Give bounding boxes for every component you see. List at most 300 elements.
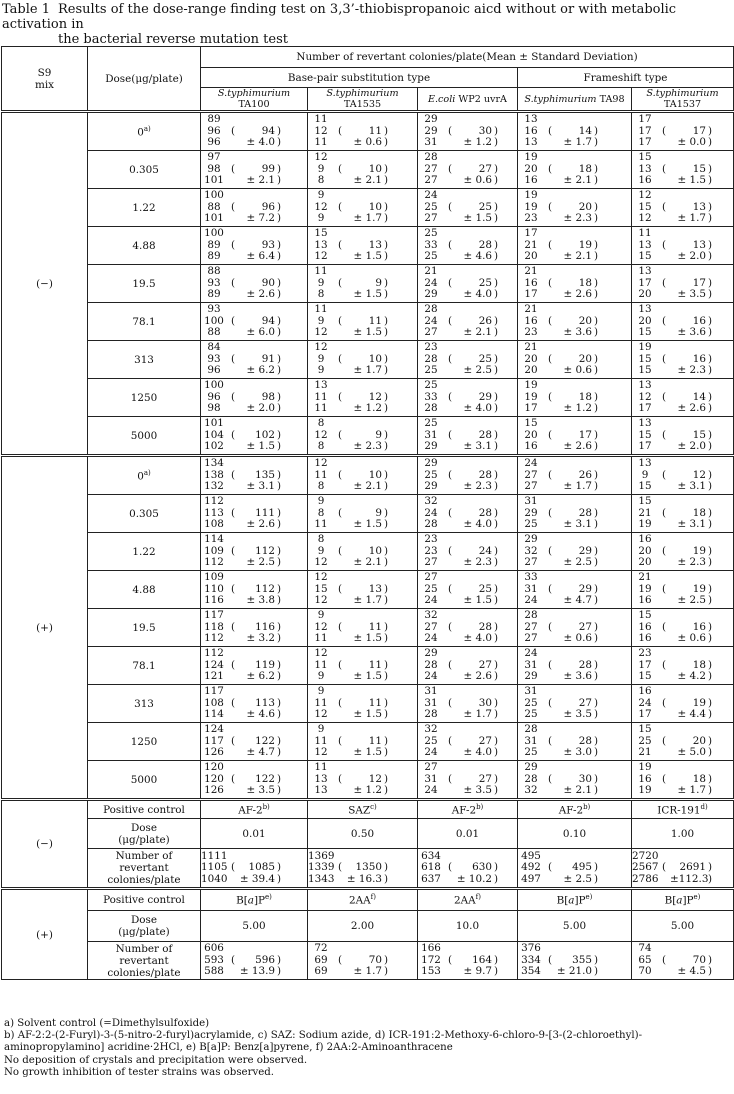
plate-count: 112	[204, 556, 224, 569]
count-cell	[418, 761, 518, 800]
count-line: 112 ± 2.5 )	[201, 557, 307, 568]
dose-value: 5000	[130, 773, 158, 786]
plate-count: 13	[638, 238, 652, 251]
mean-value: 119	[255, 658, 275, 671]
plate-count: 16	[524, 314, 538, 327]
plate-count: 89	[207, 250, 221, 263]
table-row	[2, 761, 734, 800]
count-label-line: Number of	[115, 942, 173, 955]
plate-count: 21	[524, 303, 538, 316]
count-cell	[308, 685, 418, 723]
count-line: 12 ± 1.5 )	[308, 251, 417, 262]
count-line: 29 ± 3.1 )	[418, 441, 517, 452]
count-line: 23 ( 24 )	[418, 546, 517, 557]
plate-count: 13	[638, 265, 652, 278]
plate-count: 101	[204, 174, 224, 187]
dose-value: 4.88	[132, 583, 156, 596]
sd-value: ± 4.5	[677, 965, 706, 978]
plate-count: 28	[524, 772, 538, 785]
plate-count: 29	[424, 480, 438, 493]
count-line: 8 ± 2.1 )	[308, 175, 417, 186]
dose-cell	[88, 189, 201, 227]
mean-value: 9	[375, 428, 382, 441]
count-line: 16 ± 2.5 )	[632, 595, 733, 606]
strain-header	[518, 88, 632, 112]
sd-value: ± 2.1	[463, 326, 492, 339]
count-cell	[418, 151, 518, 189]
plate-count: 89	[207, 288, 221, 301]
mean-value: 18	[578, 276, 592, 289]
plate-count: 96	[207, 124, 221, 137]
table-row	[2, 303, 734, 341]
sd-value: ± 1.5	[463, 594, 492, 607]
count-line: 33 ( 28 )	[418, 240, 517, 251]
count-line: 172 ( 164 )	[418, 955, 517, 966]
plate-count: 28	[424, 151, 438, 164]
count-cell	[632, 942, 734, 980]
count-line: 29 ± 2.3 )	[418, 481, 517, 492]
sd-value: ± 2.3	[353, 440, 382, 453]
plate-count: 12	[314, 571, 328, 584]
dose-cell	[88, 495, 201, 533]
plate-count: 23	[424, 341, 438, 354]
plate-count: 100	[204, 189, 224, 202]
count-line: 16 ± 1.5 )	[632, 175, 733, 186]
sd-value: ± 4.6	[246, 708, 275, 721]
count-line: 19 ( 18 )	[518, 392, 631, 403]
count-line: 31 ± 1.2 )	[418, 137, 517, 148]
count-cell	[632, 495, 734, 533]
count-line: 104 ( 102 )	[201, 430, 307, 441]
plate-count: 11	[314, 761, 328, 774]
sd-value: ± 2.1	[353, 556, 382, 569]
sd-value: ± 1.5	[353, 632, 382, 645]
plate-count: 15	[638, 364, 652, 377]
plate-count: 27	[524, 632, 538, 645]
count-cell	[518, 151, 632, 189]
positive-agent	[632, 800, 734, 819]
plate-count: 114	[204, 708, 224, 721]
sd-value: ± 9.7	[463, 965, 492, 978]
plate-count: 27	[524, 620, 538, 633]
positive-count-row	[2, 942, 734, 980]
count-line: 28 ± 4.0 )	[418, 519, 517, 530]
count-line: 8 ( 9 )	[308, 508, 417, 519]
mean-value: 9	[375, 506, 382, 519]
count-cell	[201, 303, 308, 341]
revertant-header: Number of revertant colonies/plate(Mean ± Standard Deviation)	[201, 47, 734, 68]
count-line: 24 ( 19 )	[632, 698, 733, 709]
count-cell	[418, 265, 518, 303]
mean-value: 2691	[679, 861, 706, 874]
sd-value: ± 1.5	[353, 708, 382, 721]
plate-count: 19	[524, 151, 538, 164]
count-cell	[632, 189, 734, 227]
count-line: 16 ± 2.6 )	[518, 441, 631, 452]
plate-count: 24	[424, 632, 438, 645]
plate-count: 8	[317, 506, 325, 519]
table-row	[2, 685, 734, 723]
plate-count: 618	[421, 861, 441, 874]
positive-agent	[201, 800, 308, 819]
count-line: 11 ( 12 )	[308, 392, 417, 403]
count-line: 24 ± 3.5 )	[418, 785, 517, 796]
mix-header-text: mix	[34, 78, 55, 91]
count-cell	[201, 942, 308, 980]
plate-count: 108	[204, 518, 224, 531]
plate-count: 15	[638, 326, 652, 339]
plate-count: 16	[638, 685, 652, 698]
plate-count: 132	[204, 480, 224, 493]
plate-count: 96	[207, 136, 221, 149]
plate-count: 17	[638, 124, 652, 137]
plate-count: 28	[524, 609, 538, 622]
plate-count: 634	[421, 849, 441, 862]
count-line: 25 ± 4.6 )	[418, 251, 517, 262]
plate-count: 12	[314, 151, 328, 164]
dose-cell	[88, 647, 201, 685]
mean-value: 30	[478, 696, 492, 709]
mean-value: 26	[478, 314, 492, 327]
count-line: 110 ( 112 )	[201, 584, 307, 595]
plate-count: 29	[424, 113, 438, 126]
sd-value: ± 3.1	[246, 480, 275, 493]
plate-count: 25	[424, 379, 438, 392]
count-line: 17 ( 17 )	[632, 126, 733, 137]
count-line: 89 ± 2.6 )	[201, 289, 307, 300]
dose-value: 78.1	[132, 659, 156, 672]
plate-count: 11	[314, 303, 328, 316]
sd-value: ± 2.3	[463, 480, 492, 493]
strain-species: E.coli	[428, 93, 456, 105]
count-line: 25 ( 25 )	[418, 202, 517, 213]
count-line: 32 ( 29 )	[518, 546, 631, 557]
sd-value: ± 2.6	[246, 288, 275, 301]
plate-count: 15	[524, 417, 538, 430]
count-line: 27 ± 2.5 )	[518, 557, 631, 568]
count-line: 15 ± 2.0 )	[632, 251, 733, 262]
count-line: 637 ± 10.2 )	[418, 874, 517, 885]
plate-count: 27	[424, 162, 438, 175]
count-line: 11 ( 11 )	[308, 698, 417, 709]
plate-count: 2567	[632, 861, 659, 874]
count-cell	[308, 151, 418, 189]
plate-count: 20	[524, 250, 538, 263]
plate-count: 88	[207, 200, 221, 213]
count-cell	[418, 227, 518, 265]
strain-name: TA100	[238, 99, 270, 110]
plate-count: 606	[204, 942, 224, 955]
dose-value: 313	[134, 353, 154, 366]
count-line: 15 ± 3.6 )	[632, 327, 733, 338]
sd-value: ± 1.7	[353, 965, 382, 978]
count-line: 497 ± 2.5 )	[518, 874, 631, 885]
plate-count: 11	[638, 227, 652, 240]
count-cell	[308, 112, 418, 151]
count-line: 12 ( 11 )	[308, 622, 417, 633]
plate-count: 15	[638, 151, 652, 164]
count-line: 9 ( 12 )	[632, 470, 733, 481]
sd-value: ± 3.1	[463, 440, 492, 453]
count-cell	[201, 533, 308, 571]
count-cell	[308, 341, 418, 379]
mean-value: 19	[692, 696, 706, 709]
mean-value: 27	[578, 696, 592, 709]
table-row	[2, 495, 734, 533]
count-cell	[201, 849, 308, 889]
dose-cell	[88, 112, 201, 151]
sd-value: ± 0.6	[563, 364, 592, 377]
plate-count: 11	[314, 113, 328, 126]
plate-count: 33	[424, 238, 438, 251]
sd-value: ± 3.1	[563, 518, 592, 531]
plate-count: 31	[524, 685, 538, 698]
count-line: 8 ± 1.5 )	[308, 289, 417, 300]
positive-dose: 1.00	[632, 819, 734, 849]
count-line	[308, 152, 417, 163]
count-line: 27 ± 0.6 )	[518, 633, 631, 644]
footnote-mark: b)	[476, 802, 484, 811]
agent-italic: a	[247, 894, 254, 907]
mean-value: 11	[368, 620, 382, 633]
plate-count: 16	[524, 440, 538, 453]
mean-value: 11	[368, 734, 382, 747]
sd-value: ± 2.5	[677, 594, 706, 607]
sd-value: ± 1.5	[353, 288, 382, 301]
count-line: 12 ( 9 )	[308, 430, 417, 441]
plate-count: 9	[317, 352, 325, 365]
count-line: 12 ± 2.1 )	[308, 557, 417, 568]
sd-value: ± 3.5	[563, 708, 592, 721]
plate-count: 17	[638, 136, 652, 149]
sd-value: ± 6.2	[246, 670, 275, 683]
count-line: 15 ± 4.2 )	[632, 671, 733, 682]
mean-value: 135	[255, 468, 275, 481]
count-line: 15 ± 2.3 )	[632, 365, 733, 376]
mean-value: 113	[255, 696, 275, 709]
plate-count: 21	[638, 506, 652, 519]
sd-value: ± 6.2	[246, 364, 275, 377]
sd-value: ± 5.0	[677, 746, 706, 759]
plate-count: 31	[524, 582, 538, 595]
plate-count: 17	[524, 288, 538, 301]
dose-value: 1.22	[132, 201, 156, 214]
plate-count: 13	[314, 379, 328, 392]
sd-value: ± 4.7	[246, 746, 275, 759]
plate-count: 120	[204, 761, 224, 774]
sd-value: ± 3.5	[246, 784, 275, 797]
count-cell	[632, 227, 734, 265]
mean-value: 96	[261, 200, 275, 213]
plate-count: 13	[314, 784, 328, 797]
plate-count: 20	[638, 544, 652, 557]
table-row	[2, 533, 734, 571]
count-line: 98 ( 99 )	[201, 164, 307, 175]
dose-cell	[88, 227, 201, 265]
agent-italic: a	[676, 894, 683, 907]
count-line: 29 ( 28 )	[518, 508, 631, 519]
sd-value: ± 1.7	[563, 480, 592, 493]
count-line: 334 ( 355 )	[518, 955, 631, 966]
count-cell	[418, 849, 518, 889]
count-cell	[201, 341, 308, 379]
plate-count: 12	[314, 341, 328, 354]
sd-value: ± 1.2	[463, 136, 492, 149]
mean-value: 29	[578, 582, 592, 595]
plate-count: 12	[314, 746, 328, 759]
plate-count: 93	[207, 303, 221, 316]
positive-dose: 5.00	[518, 911, 632, 942]
count-line: 13 ( 12 )	[308, 774, 417, 785]
count-cell	[201, 723, 308, 761]
plate-count: 27	[524, 480, 538, 493]
plate-count: 25	[424, 468, 438, 481]
plate-count: 20	[524, 352, 538, 365]
count-line: 618 ( 630 )	[418, 862, 517, 873]
positive-agent	[308, 889, 418, 911]
count-line: 117 ( 122 )	[201, 736, 307, 747]
mean-value: 27	[478, 658, 492, 671]
count-cell	[308, 189, 418, 227]
count-line: 9 ( 11 )	[308, 316, 417, 327]
sd-value: ± 3.2	[246, 632, 275, 645]
plate-count: 8	[317, 440, 325, 453]
mean-value: 13	[692, 200, 706, 213]
count-line: 27 ( 28 )	[418, 622, 517, 633]
count-line: 25 ± 3.1 )	[518, 519, 631, 530]
mean-value: 17	[692, 276, 706, 289]
count-line: 354 ± 21.0 )	[518, 966, 631, 977]
plate-count: 27	[524, 468, 538, 481]
dose-value: 4.88	[132, 239, 156, 252]
plate-count: 25	[524, 708, 538, 721]
count-line: 19 ± 1.7 )	[632, 785, 733, 796]
plate-count: 33	[424, 390, 438, 403]
count-line: 25 ( 27 )	[518, 698, 631, 709]
plate-count: 11	[314, 390, 328, 403]
plate-count: 109	[204, 571, 224, 584]
agent-name-end: ]P	[253, 894, 266, 907]
count-line: 29 ± 4.0 )	[418, 289, 517, 300]
count-cell	[308, 942, 418, 980]
count-line: 1339 ( 1350 )	[308, 861, 389, 874]
count-line: 20 ( 18 )	[518, 164, 631, 175]
plate-count: 23	[424, 533, 438, 546]
plate-count: 13	[314, 238, 328, 251]
dose-cell	[88, 723, 201, 761]
count-cell	[418, 189, 518, 227]
plate-count: 28	[424, 708, 438, 721]
count-line: 492 ( 495 )	[518, 862, 631, 873]
plate-count: 124	[204, 723, 224, 736]
sd-value: ± 0.6	[563, 632, 592, 645]
mean-value: 1085	[248, 861, 275, 874]
mean-value: 11	[368, 658, 382, 671]
count-line: 108 ( 113 )	[201, 698, 307, 709]
positive-agent	[418, 800, 518, 819]
count-line: 1040 ± 39.4 )	[201, 872, 282, 885]
dose-value: 19.5	[132, 621, 156, 634]
sd-value: ± 3.0	[563, 746, 592, 759]
plate-count: 12	[314, 457, 328, 470]
agent-name: AF-2	[451, 804, 477, 817]
plate-count: 12	[314, 620, 328, 633]
plate-count: 17	[638, 402, 652, 415]
footnote-mark: b)	[583, 802, 591, 811]
footnote-line: No growth inhibition of tester strains was observed.	[4, 1066, 274, 1078]
count-cell	[418, 456, 518, 495]
count-cell	[518, 571, 632, 609]
plate-count: 97	[207, 151, 221, 164]
plate-count: 11	[314, 734, 328, 747]
plate-count: 9	[317, 189, 325, 202]
sd-value: ± 4.0	[463, 288, 492, 301]
plate-count: 11	[314, 696, 328, 709]
agent-name: B[	[236, 894, 248, 907]
plate-count: 17	[638, 113, 652, 126]
mean-value: 20	[692, 734, 706, 747]
sd-value: ± 16.3	[346, 872, 382, 885]
plate-count: 17	[638, 276, 652, 289]
footnote-mark: e)	[693, 893, 701, 902]
sd-value: ± 1.5	[677, 174, 706, 187]
caption-label: Table 1	[2, 2, 50, 17]
count-cell	[201, 456, 308, 495]
count-line: 31 ( 28 )	[418, 430, 517, 441]
plate-count: 33	[524, 571, 538, 584]
sd-value: ± 2.6	[563, 440, 592, 453]
plate-count: 12	[314, 200, 328, 213]
mean-value: 111	[255, 506, 275, 519]
count-line: 13 ( 15 )	[632, 164, 733, 175]
count-line: 19 ( 20 )	[518, 202, 631, 213]
count-line: 108 ± 2.6 )	[201, 519, 307, 530]
count-cell	[418, 341, 518, 379]
plate-count: 25	[524, 518, 538, 531]
mean-value: 27	[478, 734, 492, 747]
dose-value: 0.305	[129, 163, 159, 176]
plate-count: 84	[207, 341, 221, 354]
mean-value: 25	[478, 276, 492, 289]
strain-header	[632, 88, 734, 112]
count-line: 25 ( 25 )	[418, 584, 517, 595]
plate-count: 110	[204, 582, 224, 595]
sd-value: ± 13.9	[239, 965, 275, 978]
count-line: 15 ( 13 )	[632, 202, 733, 213]
count-line: 21 ( 18 )	[632, 508, 733, 519]
plate-count: 24	[524, 647, 538, 660]
count-line: 11 ± 0.6 )	[308, 137, 417, 148]
mean-value: 15	[692, 428, 706, 441]
plate-count: 96	[207, 364, 221, 377]
sd-value: ± 1.7	[353, 364, 382, 377]
count-cell	[418, 303, 518, 341]
sd-value: ± 1.5	[463, 212, 492, 225]
dose-cell	[88, 533, 201, 571]
count-cell	[201, 647, 308, 685]
count-cell	[308, 609, 418, 647]
count-line: 11 ± 1.2 )	[308, 403, 417, 414]
plate-count: 114	[204, 533, 224, 546]
agent-italic: a	[568, 894, 575, 907]
plate-count: 126	[204, 746, 224, 759]
plate-count: 24	[424, 746, 438, 759]
count-line: 9 ( 10 )	[308, 546, 417, 557]
agent-name: ICR-191	[657, 804, 701, 817]
table-row	[2, 151, 734, 189]
count-line: 8 ± 2.3 )	[308, 441, 417, 452]
count-cell	[418, 379, 518, 417]
